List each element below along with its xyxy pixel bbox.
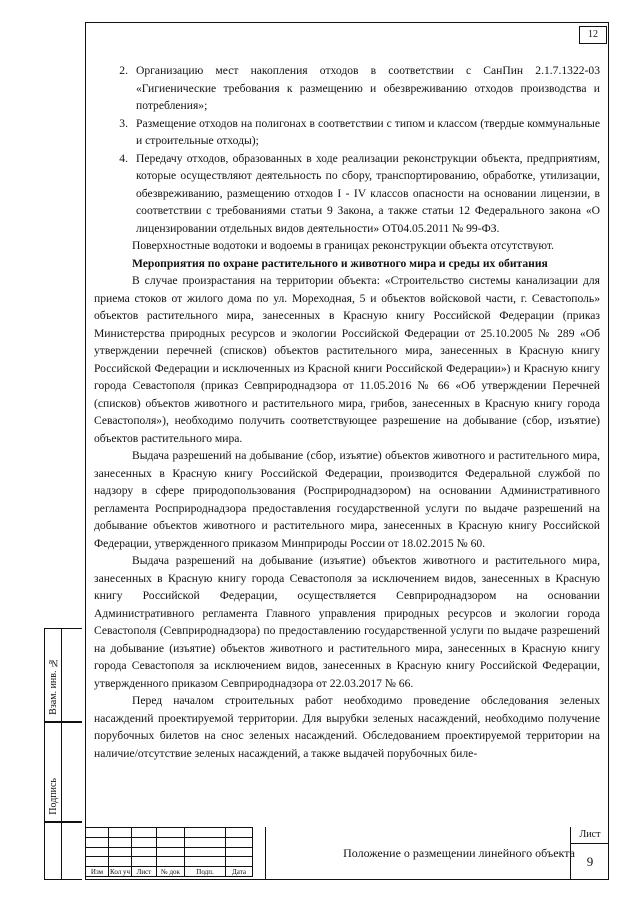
paragraph-water: Поверхностные водотоки и водоемы в границах реконструкции объекта отсутствуют. <box>132 239 554 252</box>
page-number-top: 12 <box>579 26 607 44</box>
list-number: 4. <box>119 151 128 165</box>
list-text: Передачу отходов, образованных в ходе реализации реконструкции объекта, предприятиям, которые осуществляют деятельность по сбору, транспортированию, обработке, утилизации, обезвреживанию, размещению отходов I - IV классов опасности на основании лицензии, в соответствии с требованиями статьи 9 Закона, а также статьи 12 Федерального закона «О лицензировании отдельных видов деятельности» ОТ04.05.2011 № 99-ФЗ. <box>136 151 600 235</box>
revision-table <box>85 827 253 877</box>
document-body <box>94 62 600 762</box>
document-title: Положение о размещении линейного объекта <box>265 827 632 880</box>
section-heading: Мероприятия по охране растительного и животного мира и среды их обитания <box>132 256 548 270</box>
list-item <box>94 115 600 150</box>
side-label-podpis: Подпись <box>48 778 59 815</box>
side-stamp-vzam <box>44 628 82 722</box>
paragraph-2: Выдача разрешений на добывание (сбор, изъятие) объектов животного и растительного мира, занесенных в Красную книгу Российской Федерации, производится Федеральной службой по надзору в сфере природопользования (Росприроднадзором) на основании Административного регламента Росприроднадзора предоставления государственной услуги по выдаче разрешений на добывание объектов животного и растительного мира, занесенных в Красную книгу Российской Федерации, утвержденного приказом Минприроды России от 18.02.2015 № 60. <box>94 449 600 550</box>
side-stamp-bottom <box>44 822 82 880</box>
col-podp: Подп. <box>185 867 226 877</box>
list-number: 2. <box>119 64 128 77</box>
side-stamp-podpis <box>44 722 82 822</box>
col-izm: Изм <box>86 867 109 877</box>
col-kol-uch: Кол уч <box>110 867 130 876</box>
paragraph-4: Перед началом строительных работ необходимо проведение обследования зеленых насаждений проектируемой территории. Для вырубки зеленых насаждений, необходимо получение порубочных билетов на снос зеленых насаждений. Обследованием проектируемой территории на наличие/отсутствие зеленых насаждений, а также выдачей порубочных биле- <box>94 694 600 760</box>
title-block <box>85 827 609 880</box>
sheet-number-cell <box>570 827 609 880</box>
col-list: Лист <box>132 867 157 877</box>
side-label-vzam: Взам. инв. № <box>48 657 59 715</box>
list-item <box>94 62 600 115</box>
list-number: 3. <box>119 116 128 130</box>
sheet-number: 9 <box>586 854 594 869</box>
list-item <box>94 150 600 238</box>
col-n-dok: № док <box>157 867 185 877</box>
list-text: Размещение отходов на полигонах в соответствии с типом и классом (твердые коммунальные и строительные отходы); <box>136 116 600 147</box>
col-data: Дата <box>226 867 253 877</box>
sheet-label: Лист <box>571 827 609 844</box>
paragraph-3: Выдача разрешений на добывание (изъятие) объектов животного и растительного мира, занесенных в Красную книгу города Севастополя за исключением видов, занесенных в Красную книгу Российской Федерации, осуществляется Севприроднадзором на основании Административного регламента Главного управления природных ресурсов и экологии города Севастополя (Севприроднадзора) по предоставлению государственной услуги по выдаче разрешений на добывание (изъятие) объектов животного и растительного мира, занесенных в Красную книгу города Севастополя за исключением видов, занесенных в Красную книгу Российской Федерации, утвержденного приказом Севприроднадзора от 22.03.2017 № 66. <box>94 554 600 690</box>
paragraph-1: В случае произрастания на территории объекта: «Строительство системы канализации для приема стоков от жилого дома по ул. Мореходная, 5 и объектов войсковой части, г. Севастополь» объектов растительного мира, занесенных в Красную книгу Российской Федерации (приказ Министерства природных ресурсов и экологии Российской Федерации от 25.10.2005 № 289 «Об утверждении перечней (списков) объектов растительного мира, занесенных в Красную книгу Российской Федерации и исключенных из Красной книги Российской Федерации») и Красную книгу города Севастополя (приказ Севприроднадзора от 11.05.2016 № 66 «Об утверждении Перечней (списков) объектов животного и растительного мира, грибов, занесенных в Красную книгу города Севастополя»), необходимо получить соответствующее разрешение на добывание (сбор, изъятие) объектов растительного мира. <box>94 274 600 445</box>
list-text: Организацию мест накопления отходов в соответствии с СанПин 2.1.7.1322-03 «Гигиенические требования к размещению и обезвреживанию отходов производства и потребления»; <box>136 64 600 112</box>
